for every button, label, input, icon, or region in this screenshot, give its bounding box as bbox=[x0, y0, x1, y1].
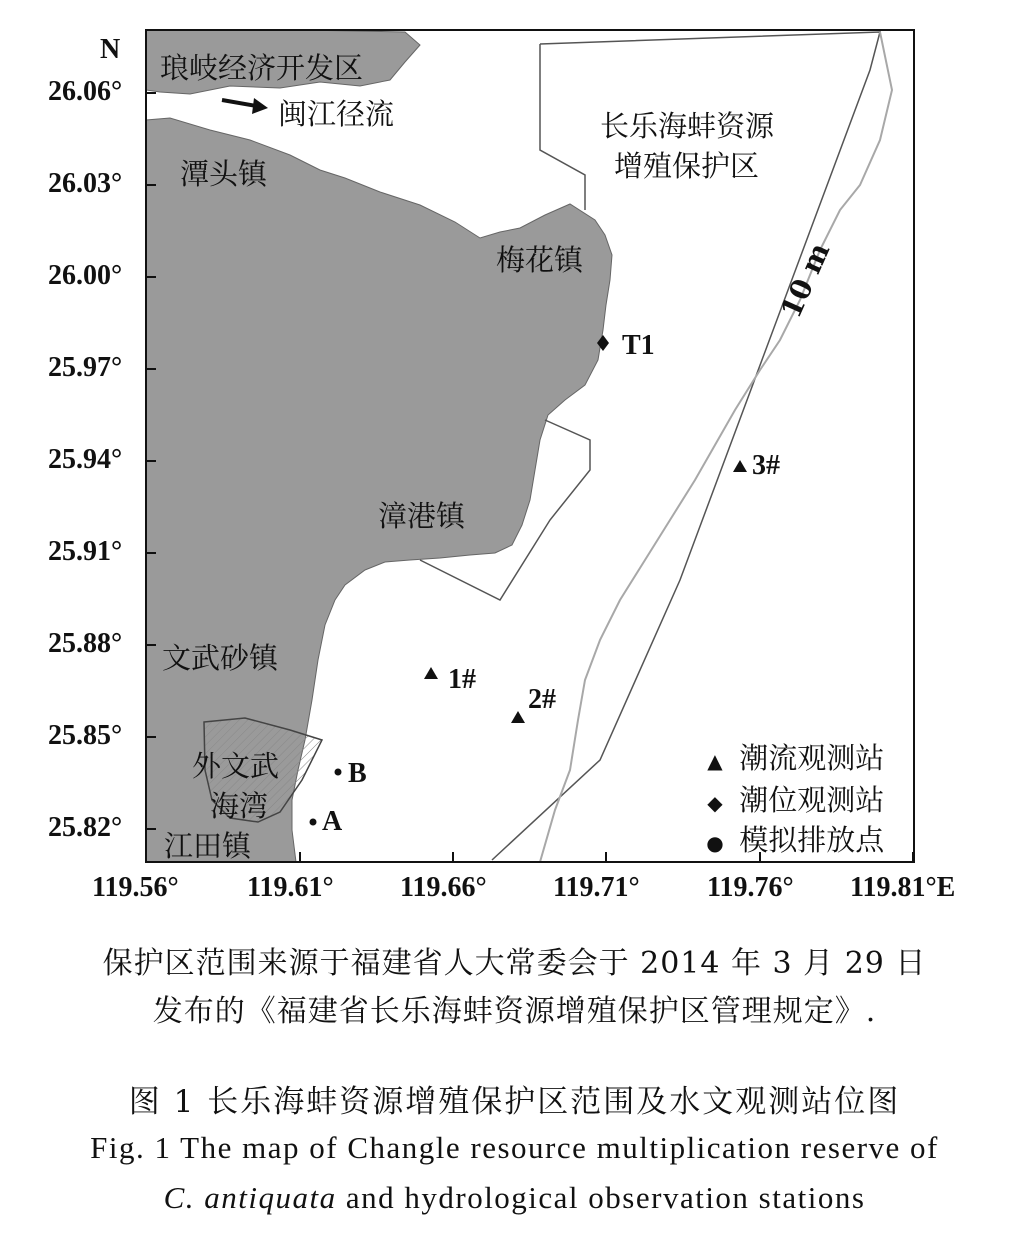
label-langqi: 琅岐经济开发区 bbox=[160, 51, 364, 85]
source-note-line1: 保护区范围来源于福建省人大常委会于 2014 年 3 月 29 日 bbox=[102, 946, 927, 981]
label-station-3: 3# bbox=[752, 450, 780, 481]
lon-tick-label: 119.61° bbox=[247, 872, 334, 903]
lat-tick-label: 25.91° bbox=[48, 536, 123, 567]
label-waiwenwu-line1: 外文武 bbox=[192, 749, 280, 783]
label-meihua: 梅花镇 bbox=[496, 243, 584, 277]
diamond-icon: ◆ bbox=[707, 791, 723, 815]
label-station-t1: T1 bbox=[622, 330, 655, 361]
label-jiangtian: 江田镇 bbox=[164, 829, 252, 863]
station-2-triangle-icon bbox=[511, 711, 525, 723]
figure-caption-cn: 图 1 长乐海蚌资源增殖保护区范围及水文观测站位图 bbox=[128, 1084, 901, 1120]
lat-tick-label: 25.97° bbox=[48, 352, 123, 383]
caption-en-rest: and hydrological observation stations bbox=[336, 1180, 866, 1215]
label-minjiang: 闽江径流 bbox=[278, 97, 395, 131]
lon-tick-label: 119.66° bbox=[400, 872, 487, 903]
label-reserve-line2: 增殖保护区 bbox=[614, 149, 760, 183]
lon-tick-label: 119.71° bbox=[553, 872, 640, 903]
lat-tick-label: 25.82° bbox=[48, 812, 123, 843]
point-b-dot-icon bbox=[335, 769, 342, 776]
station-3-triangle-icon bbox=[733, 460, 747, 472]
label-zhanggang: 漳港镇 bbox=[378, 499, 466, 533]
lat-tick-label: 26.00° bbox=[48, 260, 123, 291]
river-flow-arrow bbox=[222, 98, 268, 114]
legend-item bbox=[700, 778, 884, 819]
legend-label: 模拟排放点 bbox=[739, 823, 885, 857]
station-1-triangle-icon bbox=[424, 667, 438, 679]
triangle-icon: ▲ bbox=[707, 749, 723, 773]
lon-tick-label: 119.76° bbox=[707, 872, 794, 903]
lat-tick-label: 26.03° bbox=[48, 168, 123, 199]
isobath-label: 10 m bbox=[774, 237, 837, 323]
label-wenwusha: 文武砂镇 bbox=[162, 641, 279, 675]
north-label: N bbox=[100, 34, 121, 65]
lat-tick-label: 26.06° bbox=[48, 76, 123, 107]
point-a-dot-icon bbox=[310, 819, 317, 826]
legend-item bbox=[700, 818, 884, 859]
figure-caption-en-line1: Fig. 1 The map of Changle resource multiplication reserve of bbox=[90, 1130, 939, 1165]
label-reserve-line1: 长乐海蚌资源 bbox=[600, 109, 775, 143]
species-name: C. antiquata bbox=[163, 1180, 337, 1215]
label-point-b: B bbox=[348, 758, 367, 789]
lon-tick-label: 119.56° bbox=[92, 872, 179, 903]
label-station-1: 1# bbox=[448, 664, 476, 695]
dot-icon: ● bbox=[706, 831, 724, 855]
label-station-2: 2# bbox=[528, 684, 556, 715]
label-waiwenwu-line2: 海湾 bbox=[210, 789, 269, 823]
label-tantou: 潭头镇 bbox=[180, 157, 268, 191]
lat-tick-label: 25.88° bbox=[48, 628, 123, 659]
legend-label: 潮位观测站 bbox=[739, 783, 885, 817]
source-note-line2: 发布的《福建省长乐海蚌资源增殖保护区管理规定》. bbox=[152, 994, 877, 1029]
label-point-a: A bbox=[322, 806, 343, 837]
lon-tick-label: 119.81°E bbox=[850, 872, 956, 903]
legend-label: 潮流观测站 bbox=[739, 741, 885, 775]
lat-tick-label: 25.85° bbox=[48, 720, 123, 751]
lat-tick-label: 25.94° bbox=[48, 444, 123, 475]
figure-caption-en-line2 bbox=[0, 1180, 1029, 1216]
legend-item bbox=[700, 736, 884, 777]
